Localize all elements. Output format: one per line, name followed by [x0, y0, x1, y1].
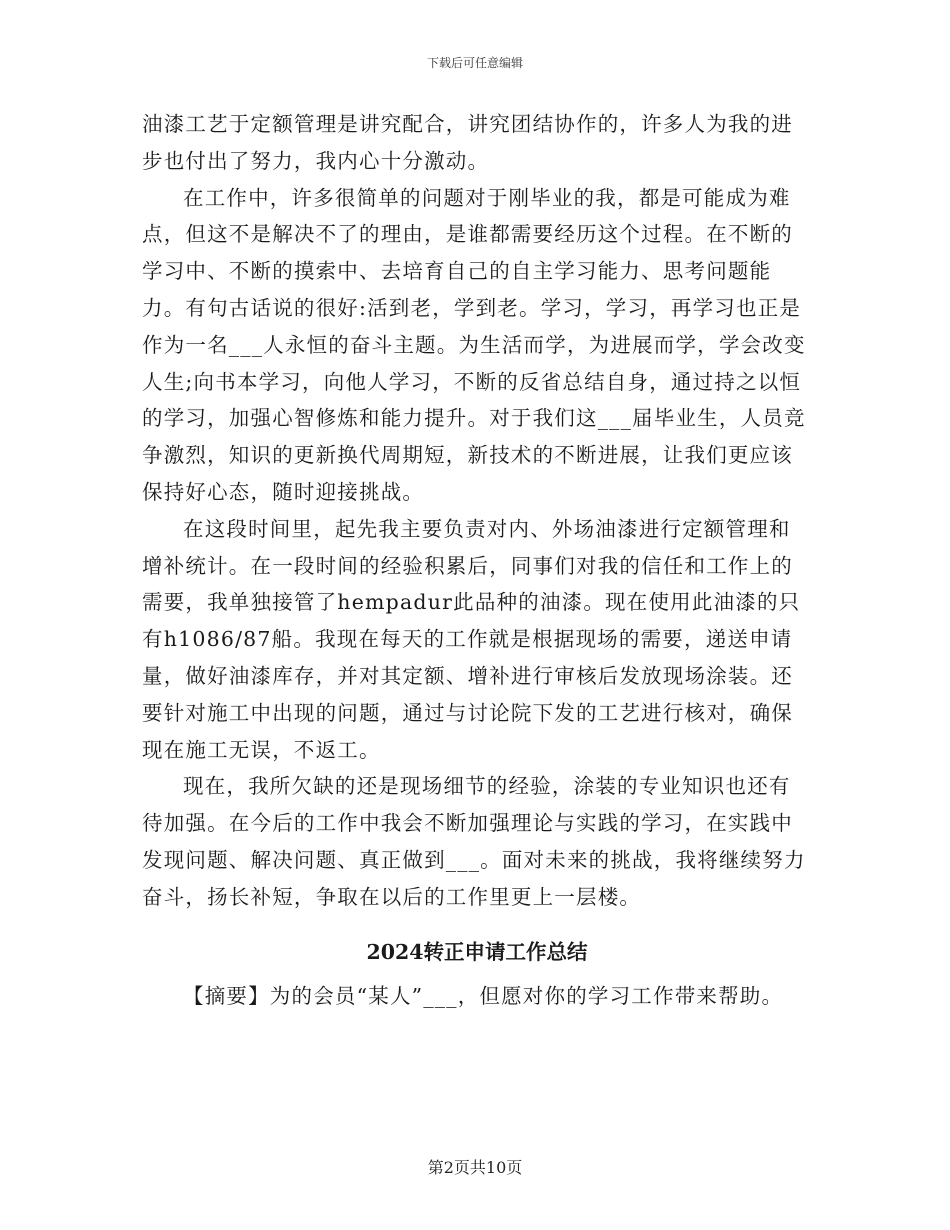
paragraph-4: 现在，我所欠缺的还是现场细节的经验，涂装的专业知识也还有待加强。在今后的工作中我会不断加强理论与实践的学习，在实践中发现问题、解决问题、真正做到___。面对未来的挑战，我将继续努力奋斗，扬长补短，争取在以后的工作里更上一层楼。 [142, 774, 806, 909]
page-header: 下载后可任意编辑 [426, 56, 523, 70]
document-body [142, 106, 812, 1015]
paragraph-2: 在工作中，许多很简单的问题对于刚毕业的我，都是可能成为难点，但这不是解决不了的理由，是谁都需要经历这个过程。在不断的学习中、不断的摸索中、去培育自己的自主学习能力、思考问题能力。有句古话说的很好:活到老，学到老。学习，学习，再学习也正是作为一名___人永恒的奋斗主题。为生活而学，为进展而学，学会改变人生;向书本学习，向他人学习，不断的反省总结自身，通过持之以恒的学习，加强心智修炼和能力提升。对于我们这___届毕业生，人员竞争激烈，知识的更新换代周期短，新技术的不断进展，让我们更应该保持好心态，随时迎接挑战。 [142, 185, 806, 504]
abstract-paragraph: 【摘要】为的会员“某人”___，但愿对你的学习工作带来帮助。 [183, 984, 784, 1009]
paragraph-1: 油漆工艺于定额管理是讲究配合，讲究团结协作的，许多人为我的进步也付出了努力，我内心十分激动。 [142, 112, 793, 173]
section-title: 2024转正申请工作总结 [366, 939, 588, 964]
page-number: 第2页共10页 [427, 1158, 523, 1177]
paragraph-3: 在这段时间里，起先我主要负责对内、外场油漆进行定额管理和增补统计。在一段时间的经验积累后，同事们对我的信任和工作上的需要，我单独接管了hempadur此品种的油漆。现在使用此油漆的只有h1086/87船。我现在每天的工作就是根据现场的需要，递送申请量，做好油漆库存，并对其定额、增补进行审核后发放现场涂装。还要针对施工中出现的问题，通过与讨论院下发的工艺进行核对，确保现在施工无误，不返工。 [142, 516, 801, 762]
